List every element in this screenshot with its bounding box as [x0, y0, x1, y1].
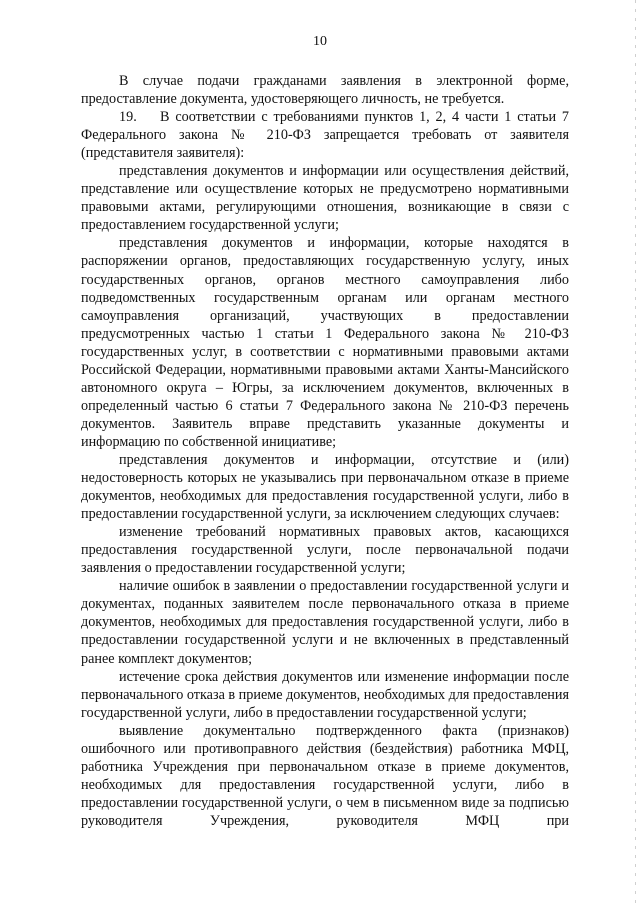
paragraph-case-wrongful-action: выявление документально подтвержденного факта (признаков) ошибочного или противоправного действия (бездействия) работника МФЦ, работника Учреждения при первоначальном отказе в приеме документов, необходимых для предоставления государственной услуги, либо в предоставлении государственной услуги, о чем в письменном виде за подписью руководителя Учреждения, руководителя МФЦ при [81, 722, 569, 829]
document-body [81, 72, 569, 830]
paragraph-electronic-form: В случае подачи гражданами заявления в электронной форме, предоставление документа, удостоверяющего личность, не требуется. [81, 73, 569, 108]
paragraph-case-expiry: истечение срока действия документов или изменение информации после первоначального отказа в приеме документов, необходимых для предоставления государственной услуги, либо в предоставлении государственной услуги; [81, 668, 570, 721]
paragraph-case-law-change: изменение требований нормативных правовых актов, касающихся предоставления государственной услуги, после первоначальной подачи заявления о предоставлении государственной услуги; [81, 524, 569, 577]
paragraph-requirement-absent-info: представления документов и информации, отсутствие и (или) недостоверность которых не указывались при первоначальном отказе в приеме документов, необходимых для предоставления государственной услуги, либо в предоставлении государственной услуги, за исключением следующих случаев: [81, 451, 569, 523]
page-number: 10 [313, 34, 327, 49]
paragraph-requirement-actions: представления документов и информации или осуществления действий, представление или осуществление которых не предусмотрено нормативными правовыми актами, регулирующими отношения, возникающие в связи с предоставлением государственной услуги; [81, 163, 569, 234]
paragraph-item-19: 19. В соответствии с требованиями пунктов 1, 2, 4 части 1 статьи 7 Федерального закона № 210-ФЗ запрещается требовать от заявителя (представителя заявителя): [81, 109, 569, 162]
paragraph-case-errors: наличие ошибок в заявлении о предоставлении государственной услуги и документах, поданных заявителем после первоначального отказа в приеме документов, необходимых для предоставления государственной услуги, либо в предоставлении государственной услуги и не включенных в представленный ранее комплект документов; [81, 578, 569, 667]
paragraph-requirement-documents: представления документов и информации, которые находятся в распоряжении органов, предоставляющих государственную услугу, иных государственных органов, органов местного самоуправления либо подведомственных государственным органам или органам местного самоуправления организаций, участвующих в предоставлении предусмотренных частью 1 статьи 1 Федерального закона № 210-ФЗ государственных услуг, в соответствии с нормативными правовыми актами Российской Федерации, нормативными правовыми актами Ханты-Мансийского автономного округа – Югры, за исключением документов, включенных в определенный частью 6 статьи 7 Федерального закона № 210-ФЗ перечень документов. Заявитель вправе представить указанные документы и информацию по собственной инициативе; [81, 235, 569, 450]
scan-edge-mark [635, 0, 636, 905]
